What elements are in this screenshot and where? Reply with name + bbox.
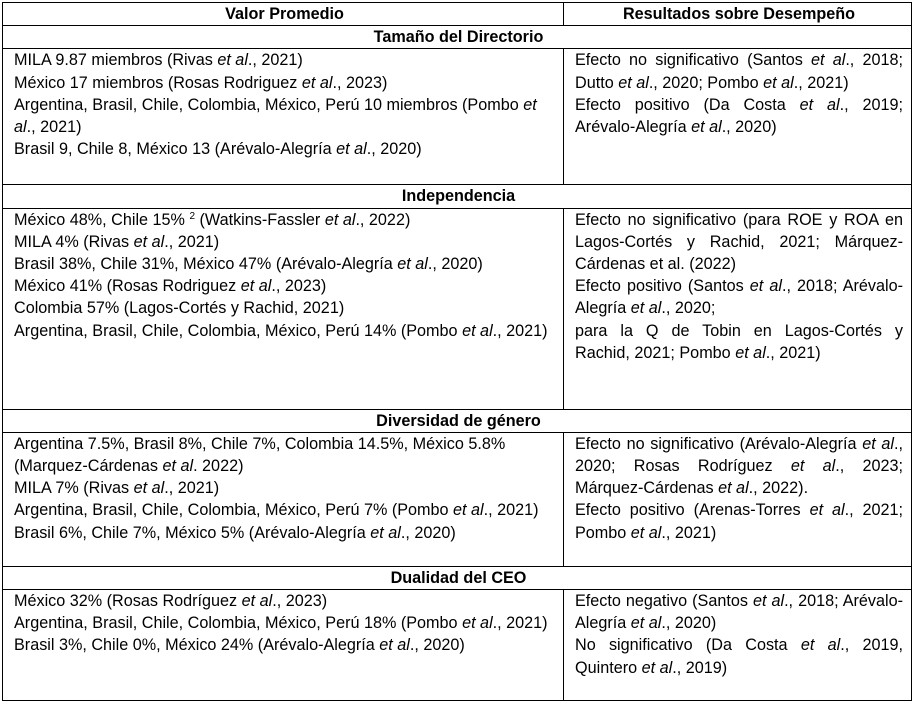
footnote-marker: 2 [189,210,196,222]
table-line: Brasil 3%, Chile 0%, México 24% (Arévalo-Alegría et al., 2020) [14,636,465,655]
table-line: MILA 7% (Rivas et al., 2021) [14,479,220,498]
table-line: No significativo (Da Costa et al., 2019, Quintero et al., 2019) [575,636,903,677]
valor-promedio-cell [3,49,564,185]
resultados-cell [564,590,912,701]
literature-table [2,2,912,701]
valor-promedio-cell [3,208,564,409]
table-line: Brasil 9, Chile 8, México 13 (Arévalo-Alegría et al., 2020) [14,140,422,159]
table-line: Efecto positivo (Santos et al., 2018; Arévalo-Alegría et al., 2020; [575,277,903,318]
resultados-cell [564,208,912,409]
table-line: Argentina, Brasil, Chile, Colombia, México, Perú 14% (Pombo et al., 2021) [14,321,548,340]
header-row [3,3,912,26]
valor-promedio-cell [3,432,564,566]
table-line: Brasil 38%, Chile 31%, México 47% (Arévalo-Alegría et al., 2020) [14,255,483,274]
table-line: Efecto no significativo (Santos et al., 2018; Dutto et al., 2020; Pombo et al., 2021) [575,51,903,92]
table-line: Colombia 57% (Lagos-Cortés y Rachid, 2021) [14,299,345,318]
col-header-resultados: Resultados sobre Desempeño [564,3,912,26]
table-line: México 32% (Rosas Rodríguez et al., 2023) [14,592,328,611]
table-line: México 48%, Chile 15% $^2$ (Watkins-Fassler et al., 2022) [14,210,411,229]
table-line: Efecto no significativo (Arévalo-Alegría et al., 2020; Rosas Rodríguez et al., 2023; Márquez-Cárdenas et al., 2022). [575,434,903,498]
table-line: Brasil 6%, Chile 7%, México 5% (Arévalo-Alegría et al., 2020) [14,523,456,542]
resultados-cell [564,432,912,566]
table-line: Argentina, Brasil, Chile, Colombia, México, Perú 18% (Pombo et al., 2021) [14,614,548,633]
table-line: Efecto positivo (Arenas-Torres et al., 2021; Pombo et al., 2021) [575,501,903,542]
section-title: Dualidad del CEO [3,566,912,589]
section-title: Diversidad de género [3,409,912,432]
table-line: Argentina 7.5%, Brasil 8%, Chile 7%, Colombia 14.5%, México 5.8% (Marquez-Cárdenas et al. 2022) [14,434,506,476]
table-line: México 17 miembros (Rosas Rodriguez et al., 2023) [14,73,388,92]
section-title: Tamaño del Directorio [3,26,912,49]
section-diversidad-genero [3,409,912,566]
section-title: Independencia [3,185,912,208]
table-line: Argentina, Brasil, Chile, Colombia, México, Perú 10 miembros (Pombo et al., 2021) [14,95,537,137]
table-line: MILA 4% (Rivas et al., 2021) [14,232,220,251]
table-line: MILA 9.87 miembros (Rivas et al., 2021) [14,51,303,70]
section-tamano-directorio [3,26,912,185]
section-dualidad-ceo [3,566,912,700]
table-line: para la Q de Tobin en Lagos-Cortés y Rachid, 2021; Pombo et al., 2021) [575,321,903,362]
col-header-valor-promedio: Valor Promedio [3,3,564,26]
table-line: México 41% (Rosas Rodriguez et al., 2023) [14,277,327,296]
resultados-cell [564,49,912,185]
table-line: Efecto negativo (Santos et al., 2018; Arévalo-Alegría et al., 2020) [575,592,903,633]
section-independencia [3,185,912,409]
table-line: Argentina, Brasil, Chile, Colombia, México, Perú 7% (Pombo et al., 2021) [14,501,539,520]
table-line: Efecto positivo (Da Costa et al., 2019; Arévalo-Alegría et al., 2020) [575,95,903,137]
table-line: Efecto no significativo (para ROE y ROA en Lagos-Cortés y Rachid, 2021; Márquez-Cárdenas et al. (2022) [575,210,903,274]
valor-promedio-cell [3,590,564,701]
